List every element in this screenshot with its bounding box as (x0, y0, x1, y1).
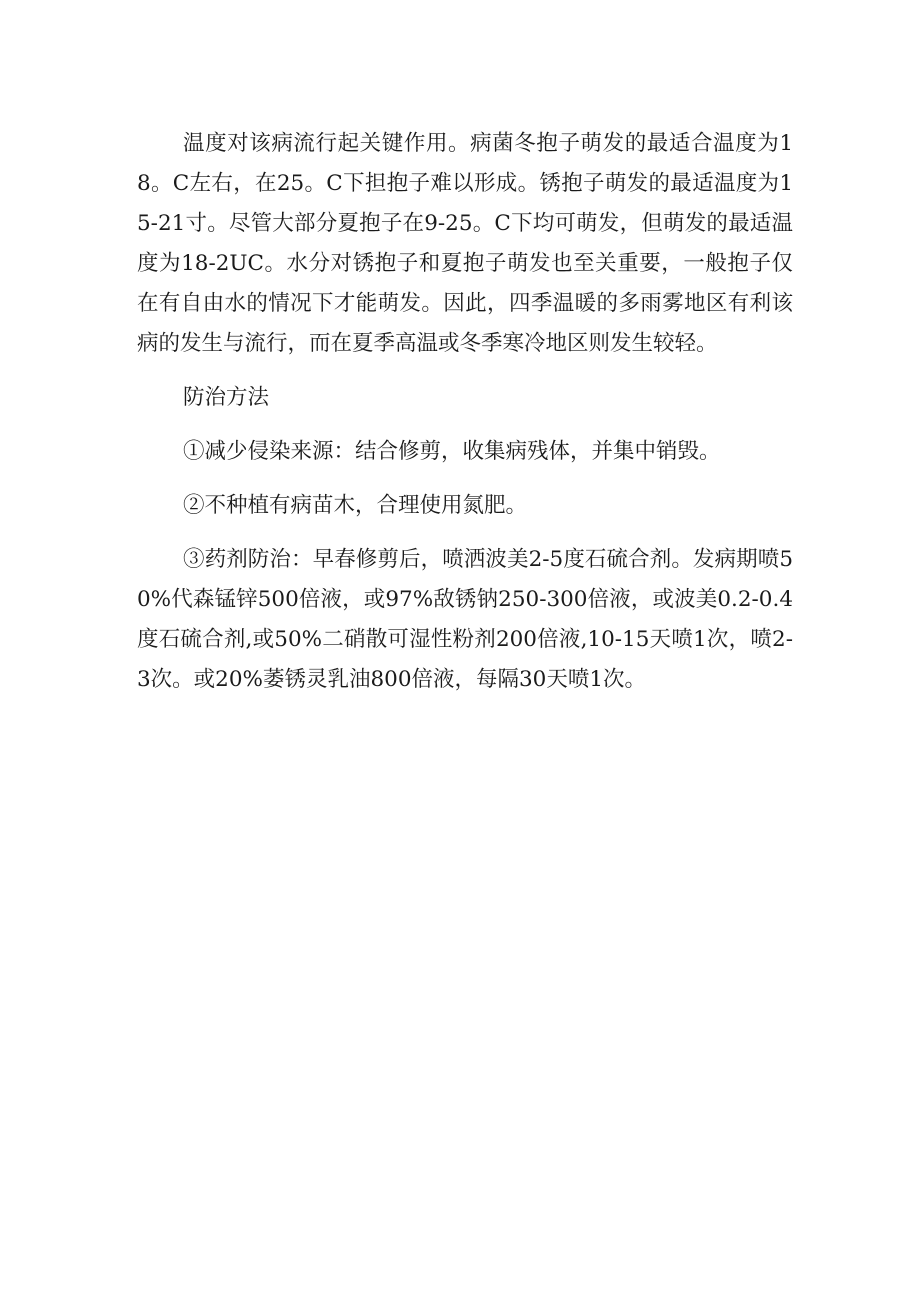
paragraph-epidemiology: 温度对该病流行起关键作用。病菌冬抱子萌发的最适合温度为18。C左右，在25。C下担抱子难以形成。锈抱子萌发的最适温度为15-21寸。尽管大部分夏抱子在9-25。C下均可萌发，但萌发的最适温度为18-2UC。水分对锈抱子和夏抱子萌发也至关重要，一般抱子仅在有自由水的情况下才能萌发。因此，四季温暖的多雨雾地区有利该病的发生与流行，而在夏季高温或冬季寒冷地区则发生较轻。 (137, 131, 793, 356)
list-item-reduce-infection-source: ①减少侵染来源：结合修剪，收集病残体，并集中销毁。 (183, 439, 721, 464)
section-heading-control-methods: 防治方法 (183, 385, 270, 410)
list-item-chemical-control: ③药剂防治：早春修剪后，喷洒波美2-5度石硫合剂。发病期喷50%代森锰锌500倍液，或97%敌锈钠250-300倍液，或波美0.2-0.4度石硫合剂,或50%二硝散可湿性粉剂200倍液,10-15天喷1次，喷2-3次。或20%萎锈灵乳油800倍液，每隔30天喷1次。 (137, 547, 793, 692)
document-body (137, 124, 793, 700)
list-item-healthy-seedlings: ②不种植有病苗木，合理使用氮肥。 (183, 493, 528, 518)
